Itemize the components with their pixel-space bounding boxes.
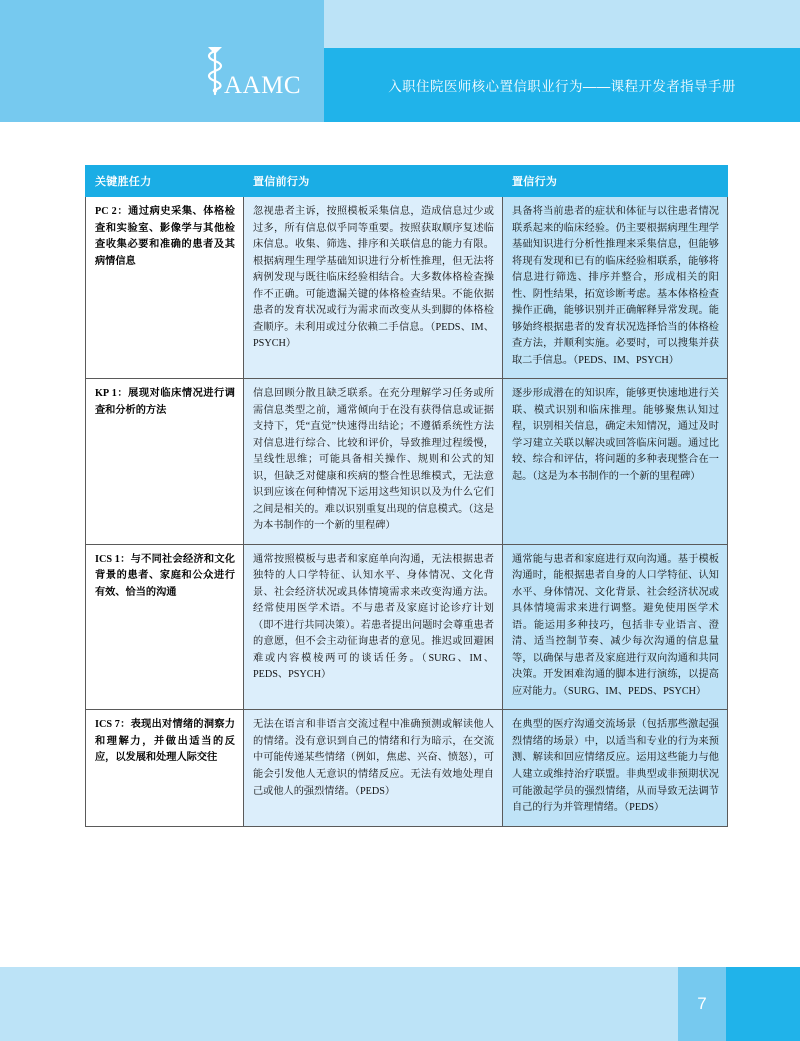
- cell-pre-entrustable: 无法在语言和非语言交流过程中准确预测或解读他人的情绪。没有意识到自己的情绪和行为暗示，在交流中可能传递某些情绪（例如，焦虑、兴奋、愤怒），可能会引发他人无意识的情绪反应。无法有效地处理自己或他人的强烈情绪。（PEDS）: [244, 710, 503, 826]
- aamc-logo: [190, 44, 310, 110]
- table-header-row: [86, 166, 728, 197]
- footer-page-number-band: [678, 967, 726, 1041]
- cell-pre-entrustable: 信息回顾分散且缺乏联系。在充分理解学习任务或所需信息类型之前，通常倾向于在没有获得信息或证据支持下，凭“直觉”快速得出结论；不遵循系统性方法对信息进行综合、比较和评价，导致推理过程缓慢，呈线性思维；可能具备相关操作、规则和公式的知识，但缺乏对健康和疾病的整合性思维模式，无法意识到应该在何种情况下运用这些知识以及为什么它们之间是相关的。难以识别重复出现的信息模式。（这是为本书制作的一个新的里程碑）: [244, 379, 503, 545]
- page-footer: [0, 955, 800, 1041]
- cell-entrustable: 在典型的医疗沟通交流场景（包括那些激起强烈情绪的场景）中，以适当和专业的行为来预测、解读和回应情绪反应。运用这些能力与他人建立或维持治疗联盟。非典型或非预期状况可能激起学员的强烈情绪，从而导致无法调节自己的行为并管理情绪。（PEDS）: [503, 710, 728, 826]
- header-top-accent-band: [324, 0, 800, 48]
- cell-entrustable: 逐步形成潜在的知识库，能够更快速地进行关联、模式识别和临床推理。能够聚焦认知过程，识别相关信息，确定未知情况，通过及时学习建立关联以解决或回答临床问题。通过比较、综合和评估，将问题的多种表现整合在一起。（这是为本书制作的一个新的里程碑）: [503, 379, 728, 545]
- column-header-pre-entrustable: 置信前行为: [244, 166, 503, 197]
- column-header-key-competency: 关键胜任力: [86, 166, 244, 197]
- column-header-entrustable: 置信行为: [503, 166, 728, 197]
- table-row: [86, 379, 728, 545]
- cell-entrustable: 具备将当前患者的症状和体征与以往患者情况联系起来的临床经验。仍主要根据病理生理学基础知识进行分析性推理来采集信息，但能够将现有发现和已有的临床经验相联系，能够将信息进行筛选、排序并整合，形成相关的阳性、阴性结果，拓宽诊断考虑。基本体格检查操作正确，能够识别并正确解释异常发现。能够始终根据患者的发育状况选择恰当的体格检查方法，并顺利实施。必要时，可以搜集并获取二手信息。（PEDS、IM、PSYCH）: [503, 197, 728, 379]
- cell-key-competency: KP 1：展现对临床情况进行调查和分析的方法: [86, 379, 244, 545]
- footer-main-band: [0, 967, 678, 1041]
- table-row: [86, 710, 728, 826]
- page-body: [0, 122, 800, 955]
- aamc-logo-text: AAMC: [224, 72, 302, 99]
- page-number: 7: [697, 994, 707, 1013]
- competency-table: [85, 165, 728, 827]
- header-title-band: [324, 48, 800, 122]
- cell-key-competency: ICS 1：与不同社会经济和文化背景的患者、家庭和公众进行有效、恰当的沟通: [86, 544, 244, 710]
- page-header: [0, 0, 800, 122]
- cell-pre-entrustable: 忽视患者主诉，按照模板采集信息，造成信息过少或过多，所有信息似乎同等重要。按照获取顺序复述临床信息。收集、筛选、排序和关联信息的能力有限。根据病理生理学基础知识进行分析性推理，但无法将病例发现与既往临床经验相结合。大多数体格检查操作不正确。可能遗漏关键的体格检查结果。不能依据患者的发育状况或行为需求而改变从头到脚的体格检查顺序。未利用或过分依赖二手信息。（PEDS、IM、PSYCH）: [244, 197, 503, 379]
- cell-key-competency: PC 2：通过病史采集、体格检查和实验室、影像学与其他检查收集必要和准确的患者及其病情信息: [86, 197, 244, 379]
- footer-accent-band: [726, 967, 800, 1041]
- header-title: 入职住院医师核心置信职业行为——课程开发者指导手册: [388, 79, 736, 94]
- cell-key-competency: ICS 7：表现出对情绪的洞察力和理解力，并做出适当的反应，以发展和处理人际交往: [86, 710, 244, 826]
- cell-entrustable: 通常能与患者和家庭进行双向沟通。基于模板沟通时，能根据患者自身的人口学特征、认知水平、身体情况、文化背景、社会经济状况或具体情境需求来进行调整。避免使用医学术语。能运用多种技巧，包括非专业语言、澄清、适当控制节奏、减少每次沟通的信息量等，以确保与患者及家庭进行双向沟通和共同决策。开发困难沟通的脚本进行演练，以提高应对能力。（SURG、IM、PEDS、PSYCH）: [503, 544, 728, 710]
- table-row: [86, 544, 728, 710]
- table-row: [86, 197, 728, 379]
- cell-pre-entrustable: 通常按照模板与患者和家庭单向沟通，无法根据患者独特的人口学特征、认知水平、身体情况、文化背景、社会经济状况或具体情境需求来改变沟通方法。经常使用医学术语。不与患者及家庭讨论诊疗计划（即不进行共同决策）。若患者提出问题时会尊重患者的意愿，但不会主动征询患者的意见。推迟或回避困难或内容模棱两可的谈话任务。（SURG、IM、PEDS、PSYCH）: [244, 544, 503, 710]
